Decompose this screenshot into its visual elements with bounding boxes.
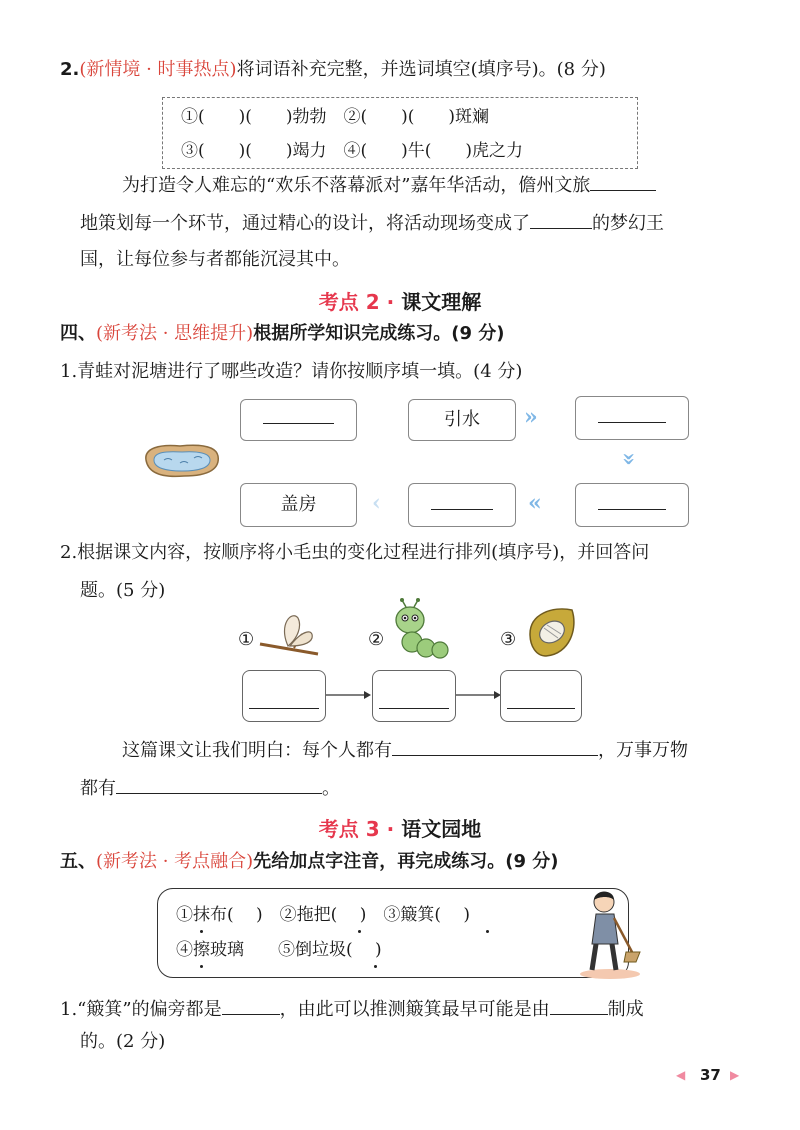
- section-heading-2: [0, 286, 800, 315]
- part4-header: [60, 322, 504, 346]
- caterpillar-icon: [388, 598, 454, 662]
- q2-para-text2a: 地策划每一个环节，通过精心的设计，将活动现场变成了: [80, 213, 530, 234]
- q5-1-line1: [60, 996, 644, 1022]
- answer-line: [507, 708, 575, 709]
- answer-blank[interactable]: [222, 996, 280, 1015]
- answer-blank[interactable]: [550, 996, 608, 1015]
- box-label-gaifang: 盖房: [280, 494, 317, 515]
- prev-page-icon[interactable]: ◀: [676, 1068, 686, 1082]
- q2-tag: (新情境 · 时事热点): [79, 59, 237, 80]
- part5-prompt: 先给加点字注音，再完成练习。(9 分): [253, 851, 559, 872]
- q2-prompt: 将词语补充完整，并选词填空(填序号)。(8 分): [236, 59, 606, 80]
- stage-number-3: ③: [500, 629, 517, 650]
- stage-number-2: ②: [368, 629, 385, 650]
- emphasis-dot: [374, 965, 377, 968]
- word-box: [162, 97, 638, 169]
- part4-prompt: 根据所学知识完成练习。(9 分): [253, 323, 505, 344]
- chevron-left-icon: «: [528, 490, 542, 516]
- sequence-box-5[interactable]: [408, 483, 516, 527]
- chevron-right-icon: »: [524, 404, 538, 430]
- sequence-box-1[interactable]: [240, 399, 357, 441]
- pinyin-row-1: ①抹布( ) ②拖把( ) ③簸箕( ): [176, 905, 471, 925]
- emphasis-dot: [358, 930, 361, 933]
- stage-number-1: ①: [238, 629, 255, 650]
- boy-sweeping-icon: [574, 888, 644, 980]
- stage-answer-box-2[interactable]: [372, 670, 456, 722]
- answer-blank[interactable]: [392, 737, 598, 756]
- pinyin-box: [157, 888, 629, 978]
- arrow-right-icon: [456, 690, 502, 700]
- emphasis-dot: [200, 965, 203, 968]
- answer-blank[interactable]: [590, 172, 656, 191]
- q2-para-line2: [80, 210, 664, 236]
- chevron-down-icon: »: [615, 452, 642, 466]
- q5-1-text-c: 制成: [607, 999, 644, 1020]
- cocoon-on-leaf-icon: [522, 604, 580, 660]
- lesson-text-c: 都有: [80, 778, 116, 799]
- answer-line: [249, 708, 319, 709]
- lesson-text-d: 。: [322, 778, 340, 799]
- sequence-box-2: [408, 399, 516, 441]
- chevron-left-icon: ‹: [372, 490, 381, 516]
- section-title: 语文园地: [401, 817, 482, 841]
- section-title: 课文理解: [401, 290, 482, 314]
- q5-1-text-b: ，由此可以推测簸箕最早可能是由: [279, 999, 550, 1020]
- q2-para-line1: [122, 172, 656, 198]
- emphasis-dot: [200, 930, 203, 933]
- q2-para-text1: 为打造令人难忘的“欢乐不落幕派对”嘉年华活动，儋州文旅: [122, 175, 591, 196]
- emphasis-dot: [486, 930, 489, 933]
- sequence-box-6: [240, 483, 357, 527]
- stage-answer-box-3[interactable]: [500, 670, 582, 722]
- section-heading-3: [0, 813, 800, 842]
- next-page-icon[interactable]: ▶: [730, 1068, 740, 1082]
- kaodian-label: 考点 2 ·: [318, 290, 395, 314]
- q2-header: [60, 58, 606, 82]
- page-number: 37: [700, 1066, 721, 1084]
- arrow-right-icon: [326, 690, 372, 700]
- q2-para-line3: 国，让每位参与者都能沉浸其中。: [80, 249, 350, 270]
- answer-line: [598, 422, 666, 423]
- q2-para-text2b: 的梦幻王: [592, 213, 664, 234]
- q2-number: 2.: [60, 59, 80, 80]
- stage-answer-box-1[interactable]: [242, 670, 326, 722]
- answer-line: [598, 509, 666, 510]
- answer-blank[interactable]: [530, 210, 592, 229]
- answer-line: [379, 708, 449, 709]
- answer-line: [263, 423, 334, 424]
- q4-2-prompt-line1: 2.根据课文内容，按顺序将小毛虫的变化过程进行排列(填序号)，并回答问: [60, 542, 650, 563]
- lesson-sentence-2: [80, 775, 340, 801]
- q5-1-line2: 的。(2 分): [80, 1031, 166, 1052]
- word-row-1: ①( )( )勃勃 ②( )( )斑斓: [181, 107, 490, 127]
- answer-blank[interactable]: [116, 775, 322, 794]
- answer-line: [431, 509, 493, 510]
- kaodian-label: 考点 3 ·: [318, 817, 395, 841]
- sequence-box-4[interactable]: [575, 483, 689, 527]
- q5-1-text-a: 1.“簸箕”的偏旁都是: [60, 999, 222, 1020]
- sequence-box-3[interactable]: [575, 396, 689, 440]
- part5-tag: (新考法 · 考点融合): [96, 851, 254, 872]
- part5-header: [60, 850, 558, 874]
- q4-1-prompt: 1.青蛙对泥塘进行了哪些改造？请你按顺序填一填。(4 分): [60, 361, 523, 382]
- part4-label: 四、: [60, 323, 96, 344]
- pinyin-row-2: ④擦玻璃 ⑤倒垃圾( ): [176, 940, 382, 960]
- word-row-2: ③( )( )竭力 ④( )牛( )虎之力: [181, 141, 524, 161]
- box-label-yinshui: 引水: [444, 409, 480, 430]
- lesson-sentence-1: [122, 737, 688, 763]
- pond-icon: [140, 438, 222, 482]
- part5-label: 五、: [60, 851, 96, 872]
- part4-tag: (新考法 · 思维提升): [96, 323, 254, 344]
- q4-2-prompt-line2: 题。(5 分): [80, 580, 166, 601]
- butterfly-on-branch-icon: [258, 604, 322, 660]
- lesson-text-a: 这篇课文让我们明白：每个人都有: [122, 740, 392, 761]
- lesson-text-b: ，万事万物: [598, 740, 688, 761]
